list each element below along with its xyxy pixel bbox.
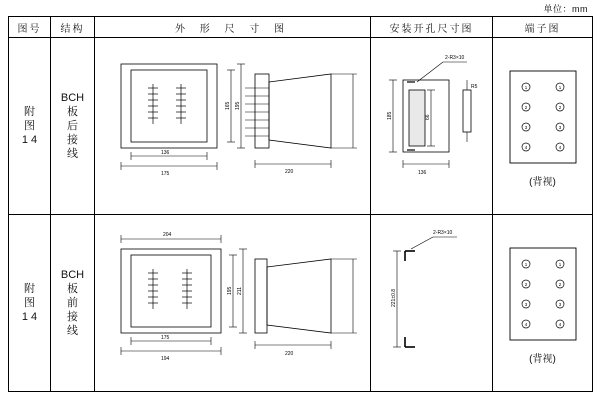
svg-text:1: 1 (524, 84, 527, 90)
dim-label-165: 165 (225, 101, 231, 110)
svg-text:3: 3 (558, 124, 561, 130)
cell-terminal-1 (493, 38, 593, 215)
dim-side-length (255, 160, 331, 168)
structure-line: 线 (67, 148, 78, 160)
front-view-inner (131, 70, 207, 142)
dim-bottom-2 (121, 337, 221, 355)
table-row (9, 215, 593, 392)
front-view-outer-2 (121, 249, 221, 333)
coil-symbols (148, 84, 186, 124)
cell-outline-2 (95, 215, 371, 392)
structure-line: 板 (67, 283, 78, 295)
svg-text:3: 3 (558, 301, 561, 307)
cell-outline-1 (95, 38, 371, 215)
header-mounting-hole: 安装开孔尺寸图 (371, 17, 493, 38)
cell-terminal-2 (493, 215, 593, 392)
side-view-plate (255, 74, 269, 148)
structure-line: BCH (60, 269, 85, 281)
drawing-no-line: 附 (24, 106, 35, 118)
header-drawing-no: 图号 (9, 17, 51, 38)
terminal-caption-2: (背视) (529, 353, 556, 365)
side-view-plate-2 (255, 259, 267, 333)
cell-structure-1 (51, 38, 95, 215)
structure-line: 接 (67, 311, 78, 323)
dim-label-194: 194 (161, 356, 170, 362)
structure-line: 板 (67, 106, 78, 118)
structure-line: 线 (67, 325, 78, 337)
mounting-slot-right (463, 90, 471, 132)
drawing-no-line: 1 4 (21, 311, 38, 323)
dim-label-195: 195 (235, 101, 241, 110)
svg-text:1: 1 (558, 261, 561, 267)
dim-label-204: 204 (163, 232, 172, 238)
structure-line: 接 (67, 134, 78, 146)
dim-label-136b: 136 (418, 170, 427, 176)
outline-drawing-row2 (95, 215, 371, 391)
svg-text:4: 4 (524, 321, 527, 327)
cell-drawing-no-2 (9, 215, 51, 392)
svg-text:3: 3 (524, 124, 527, 130)
structure-line: 后 (67, 120, 78, 132)
svg-text:2: 2 (558, 281, 561, 287)
mounting-hole-note: 2-R3×10 (445, 55, 465, 61)
side-view-terminals (245, 88, 269, 136)
svg-text:4: 4 (558, 144, 561, 150)
cell-structure-2 (51, 215, 95, 392)
unit-note: 单位：mm (543, 4, 588, 14)
mounting-radius-note: R5 (471, 84, 478, 90)
svg-text:2: 2 (524, 104, 527, 110)
terminal-diagram-row1 (500, 65, 586, 169)
dim-label-220b: 220 (285, 351, 294, 357)
mounting-drawing-row1 (371, 38, 493, 214)
svg-text:4: 4 (524, 144, 527, 150)
cell-mounting-2 (371, 215, 493, 392)
header-outline-dimensions: 外 形 尺 寸 图 (95, 17, 371, 38)
mounting-hole-note-2: 2-R3×10 (433, 230, 453, 236)
drawing-no-line: 图 (24, 120, 35, 132)
dim-label-220: 220 (285, 169, 294, 175)
dim-side-length-2 (255, 341, 331, 349)
svg-text:2: 2 (524, 281, 527, 287)
outline-drawing-row1 (95, 38, 371, 214)
dim-label-211: 211 (237, 287, 243, 295)
svg-text:2: 2 (558, 104, 561, 110)
svg-text:1: 1 (524, 261, 527, 267)
header-structure: 结构 (51, 17, 95, 38)
dim-front-outer-width (121, 162, 217, 170)
header-terminal-diagram: 端子图 (493, 17, 593, 38)
dim-label-221: 221±0.8 (391, 288, 397, 307)
side-view-body-2 (267, 259, 331, 333)
dim-label-185: 185 (387, 111, 393, 120)
table-header-row (9, 17, 593, 38)
mounting-slot (409, 90, 425, 146)
dim-label-66: 66 (425, 114, 431, 120)
terminal-caption-1: (背视) (529, 176, 556, 188)
dim-label-175b: 175 (161, 335, 170, 341)
cell-mounting-1 (371, 38, 493, 215)
svg-text:1: 1 (558, 84, 561, 90)
dim-label-195b: 195 (227, 286, 233, 295)
dim-label-136: 136 (161, 150, 170, 156)
svg-text:3: 3 (524, 301, 527, 307)
drawing-no-line: 附 (24, 283, 35, 295)
cell-drawing-no-1 (9, 38, 51, 215)
dim-label-175: 175 (161, 171, 170, 177)
front-view-inner-2 (131, 255, 211, 327)
dimension-table (8, 16, 593, 392)
mounting-drawing-row2 (371, 215, 493, 391)
drawing-no-line: 1 4 (21, 134, 38, 146)
structure-line: BCH (60, 92, 85, 104)
terminal-diagram-row2 (500, 242, 586, 346)
structure-line: 前 (67, 297, 78, 309)
coil-symbols-2 (148, 269, 192, 309)
table-row (9, 38, 593, 215)
drawing-no-line: 图 (24, 297, 35, 309)
svg-text:4: 4 (558, 321, 561, 327)
front-view-outer (121, 64, 217, 148)
side-view-body (269, 74, 331, 148)
